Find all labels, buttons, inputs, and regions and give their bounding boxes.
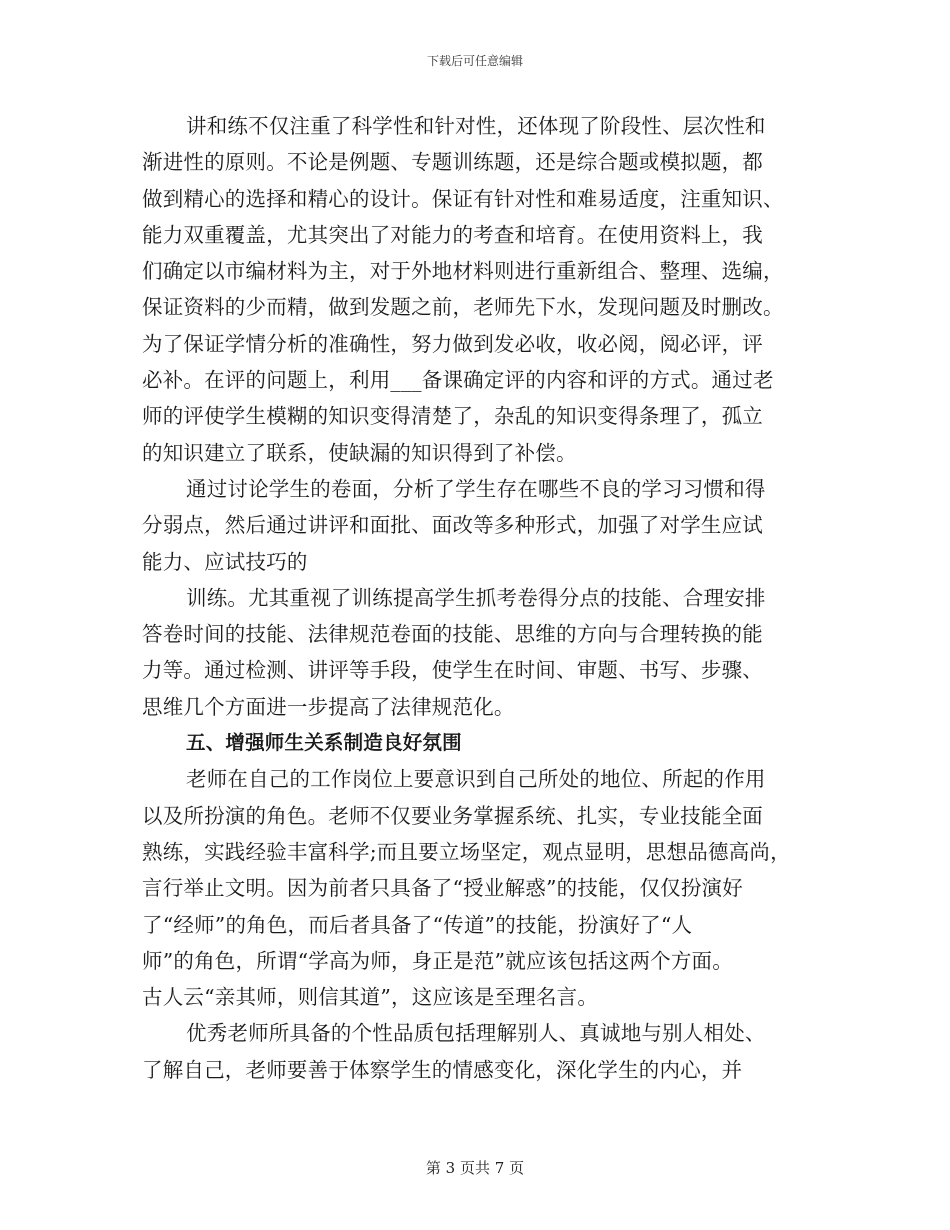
- text-line: 训练。尤其重视了训练提高学生抓考卷得分点的技能、合理安排: [186, 585, 766, 610]
- text-line: 了“经师”的角色，而后者具备了“传道”的技能，扮演好了“人: [142, 912, 693, 937]
- text-line: 必补。在评的问题上，利用___备课确定评的内容和评的方式。通过老: [142, 368, 774, 393]
- text-line: 讲和练不仅注重了科学性和针对性，还体现了阶段性、层次性和: [186, 114, 766, 138]
- text-line: 老师在自己的工作岗位上要意识到自己所处的地位、所起的作用: [186, 767, 766, 792]
- text-line: 了解自己，老师要善于体察学生的情感变化，深化学生的内心，并: [142, 1057, 743, 1082]
- text-line: 以及所扮演的角色。老师不仅要业务掌握系统、扎实，专业技能全面: [142, 803, 763, 828]
- text-line: 为了保证学情分析的准确性，努力做到发必收，收必阅，阅必评，评: [142, 331, 763, 356]
- text-line: 渐进性的原则。不论是例题、专题训练题，还是综合题或模拟题，都: [142, 150, 763, 175]
- document-body: [142, 108, 812, 1088]
- text-line: 师的评使学生模糊的知识变得清楚了，杂乱的知识变得条理了，孤立: [142, 404, 763, 429]
- text-line: 能力、应试技巧的: [142, 549, 308, 574]
- text-line: 通过讨论学生的卷面，分析了学生存在哪些不良的学习习惯和得: [186, 476, 766, 501]
- text-line: 的知识建立了联系，使缺漏的知识得到了补偿。: [142, 440, 577, 465]
- text-line: 思维几个方面进一步提高了法律规范化。: [142, 694, 515, 719]
- text-line: 优秀老师所具备的个性品质包括理解别人、真诚地与别人相处、: [186, 1021, 766, 1046]
- text-line: 熟练，实践经验丰富科学;而且要立场坚定，观点显明，思想品德高尚，: [142, 839, 791, 864]
- text-line: 答卷时间的技能、法律规范卷面的技能、思维的方向与合理转换的能: [142, 622, 763, 647]
- section-heading: 五、增强师生关系制造良好氛围: [186, 731, 462, 755]
- text-line: 做到精心的选择和精心的设计。保证有针对性和难易适度，注重知识、: [142, 186, 784, 211]
- text-line: 力等。通过检测、讲评等手段，使学生在时间、审题、书写、步骤、: [142, 658, 763, 683]
- text-line: 言行举止文明。因为前者只具备了“授业解惑”的技能，仅仅扮演好: [142, 876, 743, 901]
- text-line: 保证资料的少而精，做到发题之前，老师先下水，发现问题及时删改。: [142, 295, 784, 320]
- text-line: 古人云“亲其师，则信其道”，这应该是至理名言。: [142, 985, 599, 1010]
- text-line: 们确定以市编材料为主，对于外地材料则进行重新组合、整理、选编，: [142, 259, 784, 284]
- page-number: 第 3 页共 7 页: [425, 1159, 525, 1177]
- header-note: 下载后可任意编辑: [426, 54, 523, 68]
- text-line: 分弱点，然后通过讲评和面批、面改等多种形式，加强了对学生应试: [142, 513, 763, 538]
- text-line: 能力双重覆盖，尤其突出了对能力的考查和培育。在使用资料上，我: [142, 222, 763, 247]
- text-line: 师”的角色，所谓“学高为师，身正是范”就应该包括这两个方面。: [142, 948, 733, 973]
